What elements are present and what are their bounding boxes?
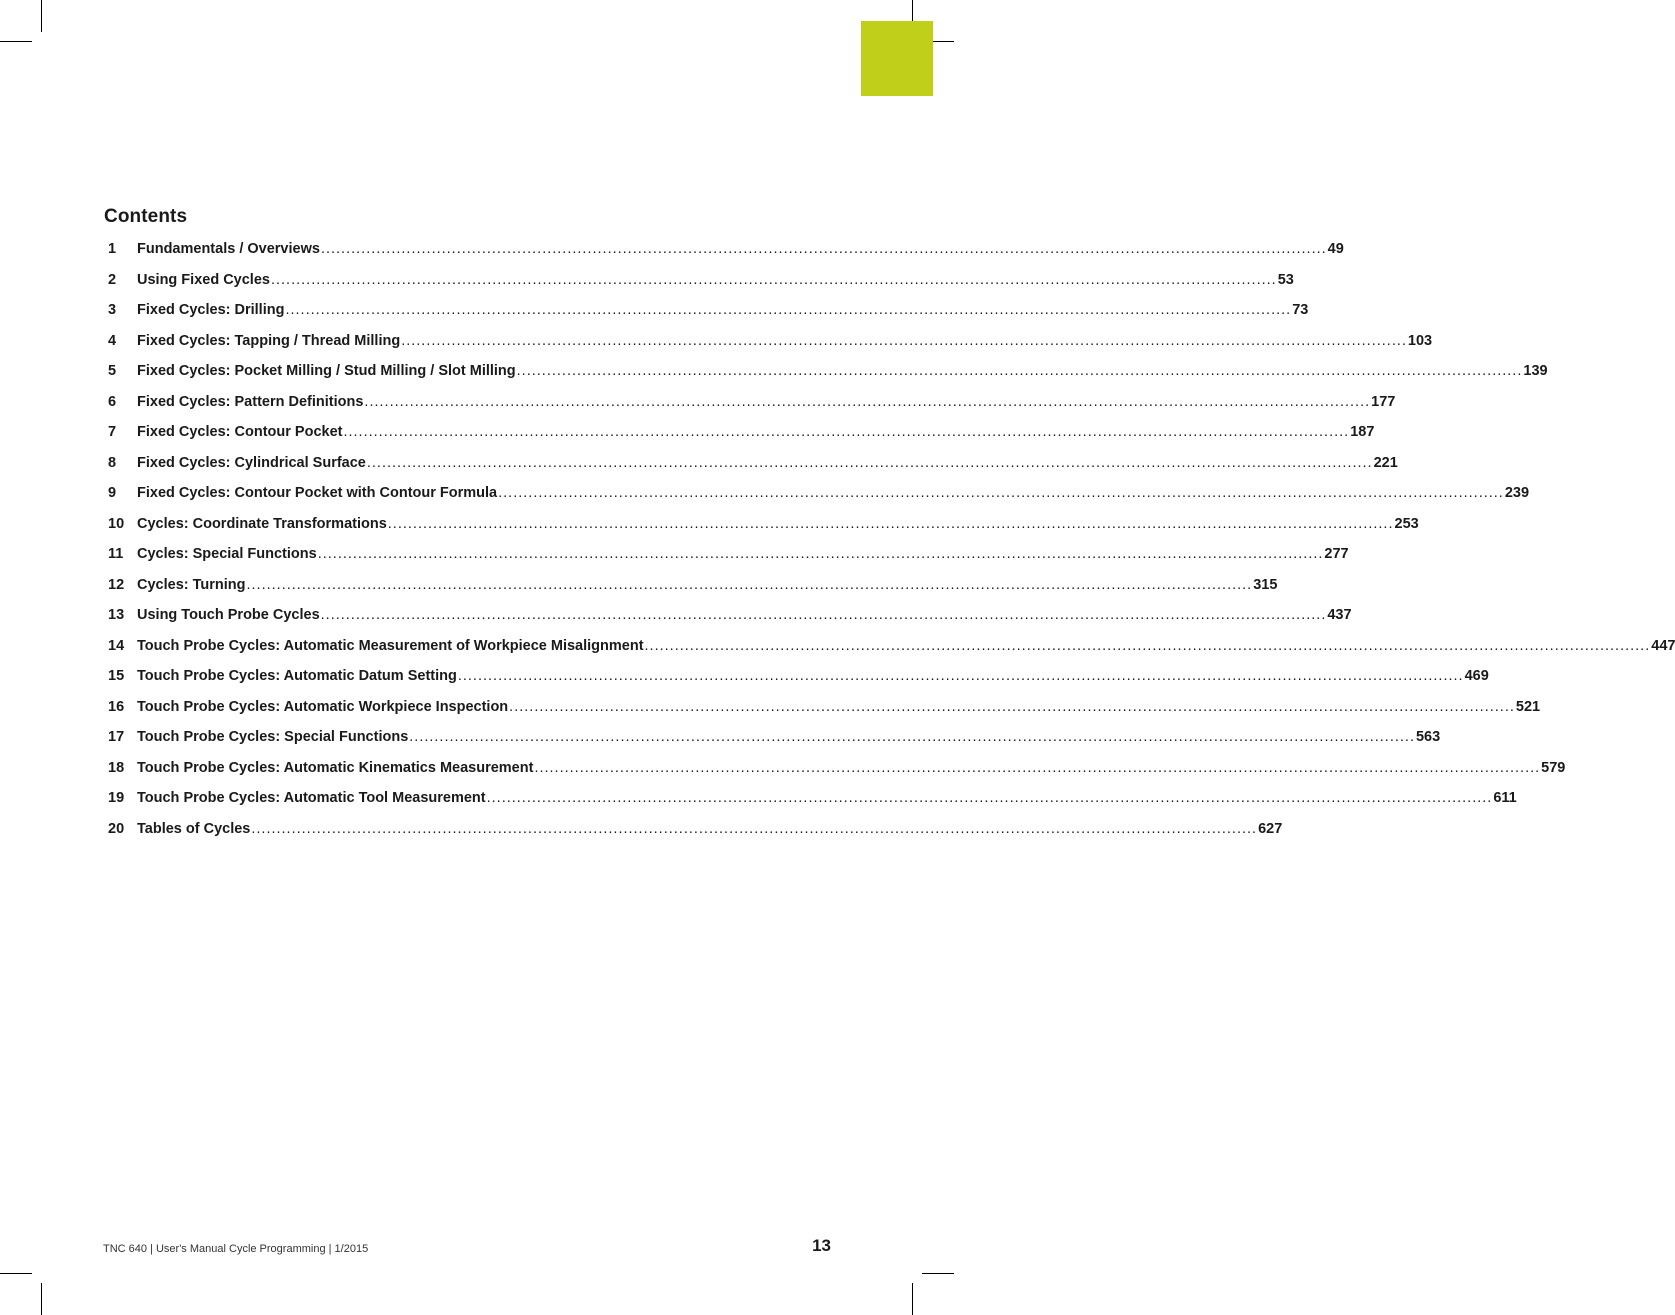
toc-entry-page: 315: [1253, 576, 1278, 593]
toc-entry-page: 437: [1327, 607, 1352, 623]
toc-entry-page: 177: [1371, 393, 1396, 410]
toc-entry-page: 563: [1415, 729, 1441, 745]
crop-mark: [41, 0, 42, 32]
dot-leader: ........................................................................................................................................................................................................: [320, 241, 1327, 257]
toc-entry-page: 521: [1515, 698, 1541, 715]
toc-entry-number: 5: [108, 363, 117, 379]
dot-leader: ........................................................................................................................................................................................................: [401, 332, 1407, 349]
toc-entry-number: 7: [108, 424, 117, 440]
toc-entry-title: Touch Probe Cycles: Automatic Measurement of Workpiece Misalignment: [137, 637, 644, 654]
toc-entry[interactable]: [108, 637, 1675, 669]
toc-entry-title: Touch Probe Cycles: Automatic Tool Measurement: [137, 790, 486, 806]
toc-entry-number: 6: [108, 393, 117, 410]
toc-entry-title: Cycles: Turning: [137, 576, 246, 593]
dot-leader: ........................................................................................................................................................................................................: [270, 271, 1277, 288]
toc-entry[interactable]: [108, 820, 1283, 852]
crop-mark: [912, 1283, 913, 1315]
toc-entry-number: 3: [108, 302, 117, 318]
dot-leader: ........................................................................................................................................................................................................: [486, 790, 1493, 806]
toc-entry-title: Fixed Cycles: Contour Pocket: [137, 424, 343, 440]
dot-leader: ........................................................................................................................................................................................................: [251, 820, 1258, 837]
toc-entry-title: Fixed Cycles: Pattern Definitions: [137, 393, 364, 410]
toc-entry-title: Touch Probe Cycles: Automatic Kinematics Measurement: [137, 759, 534, 776]
toc-entry[interactable]: [108, 332, 1433, 364]
toc-entry-page: 627: [1258, 820, 1283, 837]
toc-entry-page: 579: [1541, 759, 1566, 776]
page-number: 13: [812, 1236, 831, 1255]
dot-leader: ........................................................................................................................................................................................................: [534, 759, 1541, 776]
toc-entry-title: Cycles: Special Functions: [137, 546, 317, 562]
toc-entry-title: Touch Probe Cycles: Special Functions: [137, 729, 409, 745]
toc-entry-number: 2: [108, 271, 117, 288]
toc-entry-number: 17: [108, 729, 125, 745]
toc-entry-title: Fixed Cycles: Contour Pocket with Contour Formula: [137, 485, 498, 501]
toc-entry-page: 253: [1394, 515, 1419, 532]
crop-mark: [41, 1283, 42, 1315]
toc-entry-number: 1: [108, 241, 117, 257]
toc-entry-page: 221: [1373, 454, 1398, 471]
toc-entry-title: Fixed Cycles: Drilling: [137, 302, 285, 318]
toc-entry-title: Fixed Cycles: Tapping / Thread Milling: [137, 332, 401, 349]
toc-entry[interactable]: [108, 485, 1530, 516]
dot-leader: ........................................................................................................................................................................................................: [343, 424, 1350, 440]
crop-mark: [922, 1273, 954, 1274]
toc-entry[interactable]: [108, 668, 1489, 699]
toc-entry-number: 11: [108, 546, 124, 562]
toc-entry[interactable]: [108, 729, 1441, 760]
crop-mark: [0, 41, 32, 42]
toc-entry-page: 139: [1523, 363, 1548, 379]
toc-entry-page: 611: [1493, 790, 1517, 806]
toc-entry-page: 469: [1464, 668, 1489, 684]
toc-entry-number: 10: [108, 515, 125, 532]
dot-leader: ........................................................................................................................................................................................................: [317, 546, 1324, 562]
toc-entry[interactable]: [108, 424, 1375, 455]
toc-entry-title: Touch Probe Cycles: Automatic Workpiece Inspection: [137, 698, 509, 715]
dot-leader: ........................................................................................................................................................................................................: [516, 363, 1523, 379]
toc-entry-title: Using Touch Probe Cycles: [137, 607, 320, 623]
toc-entry-title: Cycles: Coordinate Transformations: [137, 515, 387, 532]
toc-entry[interactable]: [108, 302, 1309, 333]
dot-leader: ........................................................................................................................................................................................................: [364, 393, 1371, 410]
toc-entry[interactable]: [108, 759, 1566, 791]
toc-entry-number: 4: [108, 332, 117, 349]
toc-entry-number: 19: [108, 790, 125, 806]
footer-text: TNC 640 | User's Manual Cycle Programming | 1/2015: [103, 1243, 369, 1255]
toc-entry-number: 15: [108, 668, 125, 684]
toc-entry[interactable]: [108, 363, 1548, 394]
toc-entry-title: Fundamentals / Overviews: [137, 241, 320, 257]
toc-entry-title: Tables of Cycles: [137, 820, 251, 837]
toc-entry-page: 49: [1327, 241, 1344, 257]
dot-leader: ........................................................................................................................................................................................................: [387, 515, 1394, 532]
toc-entry[interactable]: [108, 241, 1344, 272]
toc-entry[interactable]: [108, 271, 1294, 303]
toc-entry-number: 12: [108, 576, 125, 593]
toc-entry[interactable]: [108, 546, 1349, 577]
toc-entry[interactable]: [108, 576, 1278, 608]
dot-leader: ........................................................................................................................................................................................................: [644, 637, 1651, 654]
toc-entry-page: 103: [1407, 332, 1433, 349]
dot-leader: ........................................................................................................................................................................................................: [320, 607, 1327, 623]
dot-leader: ........................................................................................................................................................................................................: [285, 302, 1292, 318]
toc-entry-number: 9: [108, 485, 117, 501]
toc-entry-title: Touch Probe Cycles: Automatic Datum Setting: [137, 668, 457, 684]
toc-entry-page: 187: [1350, 424, 1375, 440]
toc-entry[interactable]: [108, 393, 1396, 425]
toc-entry-number: 18: [108, 759, 125, 776]
table-of-contents: [108, 241, 1675, 851]
toc-entry-number: 14: [108, 637, 125, 654]
toc-entry[interactable]: [108, 515, 1419, 547]
dot-leader: ........................................................................................................................................................................................................: [366, 454, 1373, 471]
toc-entry-number: 13: [108, 607, 125, 623]
dot-leader: ........................................................................................................................................................................................................: [498, 485, 1504, 501]
toc-entry[interactable]: [108, 790, 1517, 821]
toc-entry-title: Fixed Cycles: Pocket Milling / Stud Milling / Slot Milling: [137, 363, 516, 379]
toc-entry-page: 73: [1292, 302, 1309, 318]
toc-entry[interactable]: [108, 607, 1352, 638]
dot-leader: ........................................................................................................................................................................................................: [457, 668, 1464, 684]
toc-entry-page: 447: [1651, 637, 1675, 654]
dot-leader: ........................................................................................................................................................................................................: [509, 698, 1515, 715]
toc-entry-page: 277: [1324, 546, 1349, 562]
crop-mark: [0, 1273, 32, 1274]
toc-entry[interactable]: [108, 454, 1398, 486]
toc-entry[interactable]: [108, 698, 1541, 730]
toc-entry-title: Fixed Cycles: Cylindrical Surface: [137, 454, 366, 471]
toc-entry-number: 20: [108, 820, 125, 837]
chapter-tab-marker: [861, 21, 933, 96]
toc-entry-page: 53: [1277, 271, 1294, 288]
toc-entry-number: 16: [108, 698, 125, 715]
toc-entry-page: 239: [1504, 485, 1530, 501]
dot-leader: ........................................................................................................................................................................................................: [409, 729, 1415, 745]
toc-entry-number: 8: [108, 454, 117, 471]
toc-entry-title: Using Fixed Cycles: [137, 271, 270, 288]
page-title: Contents: [104, 206, 188, 227]
dot-leader: ........................................................................................................................................................................................................: [246, 576, 1253, 593]
